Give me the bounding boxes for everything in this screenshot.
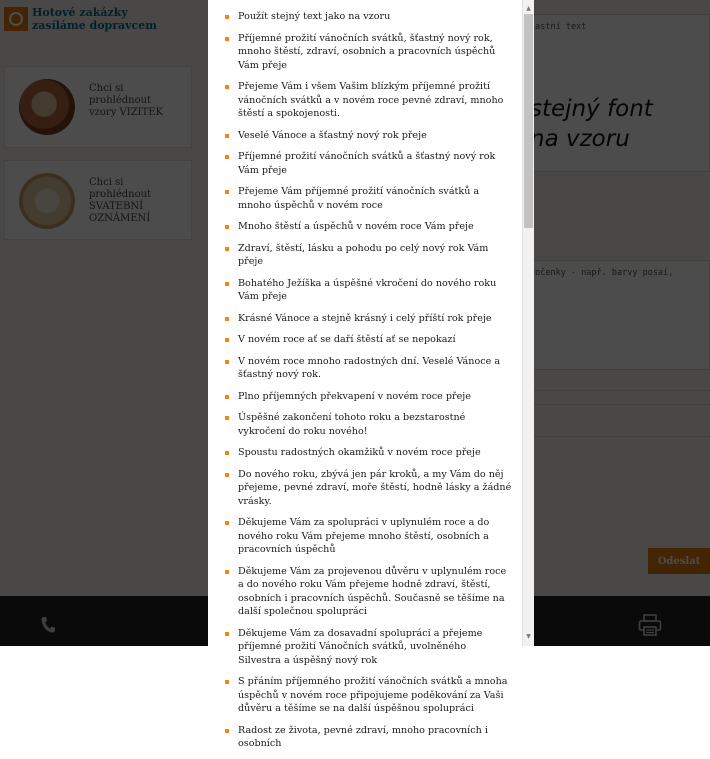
sentence-option[interactable]: Přejeme Vám i všem Vašim blízkým příjemné prožití vánočních svátků a v novém roce pevné zdraví, mnoho štěstí a spokojenosti. [208, 80, 522, 121]
sentence-option[interactable]: Plno příjemných překvapení v novém roce přeje [208, 390, 522, 404]
sentence-list-container [208, 10, 522, 759]
sentence-option[interactable]: Přejeme Vám příjemné prožití vánočních svátků a mnoho úspěchů v novém roce [208, 185, 522, 212]
sentence-option[interactable]: Krásné Vánoce a stejně krásný i celý příští rok přeje [208, 312, 522, 326]
scroll-down-arrow-icon[interactable]: ▼ [526, 632, 531, 640]
sentence-option[interactable]: Úspěšné zakončení tohoto roku a bezstarostné vykročení do roku nového! [208, 411, 522, 438]
greeting-text-modal [208, 0, 534, 749]
sentence-option[interactable]: V novém roce ať se daří štěstí ať se nepokazí [208, 333, 522, 347]
scroll-thumb[interactable] [524, 14, 533, 228]
sentence-option[interactable]: Zdraví, štěstí, lásku a pohodu po celý nový rok Vám přeje [208, 242, 522, 269]
sentence-option[interactable]: Do nového roku, zbývá jen pár kroků, a my Vám do něj přejeme, pevné zdraví, moře štěstí, hodně lásky a žádné vrásky. [208, 468, 522, 509]
modal-scrollbar[interactable] [522, 0, 534, 646]
sentence-option[interactable]: Bohatého Ježíška a úspěšné vkročení do nového roku Vám přeje [208, 277, 522, 304]
sentence-option[interactable]: Děkujeme Vám za projevenou důvěru v uplynulém roce a do nového roku Vám přejeme hodně zdraví, štěstí, osobních i pracovních úspěchů. Současně se těšíme na další společnou spolupráci [208, 565, 522, 619]
sentence-option[interactable]: Příjemné prožití vánočních svátků, šťastný nový rok, mnoho štěstí, zdraví, osobních a pracovních úspěchů Vám přeje [208, 32, 522, 73]
sentence-option[interactable]: Radost ze života, pevné zdraví, mnoho pracovních i osobních [208, 724, 522, 751]
sentence-option[interactable]: Použít stejný text jako na vzoru [208, 10, 522, 24]
sentence-option[interactable]: S přáním příjemného prožití vánočních svátků a mnoha úspěchů v novém roce připojujeme poděkování za Vaši důvěru a těšíme se na další úspěšnou spolupráci [208, 675, 522, 716]
sentence-option[interactable]: Mnoho štěstí a úspěchů v novém roce Vám přeje [208, 220, 522, 234]
sentence-list [208, 10, 522, 751]
sentence-option[interactable]: Spoustu radostných okamžiků v novém roce přeje [208, 446, 522, 460]
sentence-option[interactable]: V novém roce mnoho radostných dní. Veselé Vánoce a šťastný nový rok. [208, 355, 522, 382]
sentence-option[interactable]: Děkujeme Vám za dosavadní spolupráci a přejeme příjemné prožití Vánočních svátků, uvolněného Silvestra a úspěšný nový rok [208, 627, 522, 668]
sentence-option[interactable]: Příjemné prožití vánočních svátků a šťastný nový rok Vám přeje [208, 150, 522, 177]
sentence-option[interactable]: Děkujeme Vám za spolupráci v uplynulém roce a do nového roku Vám přejeme mnoho štěstí, osobních a pracovních úspěchů [208, 516, 522, 557]
scroll-up-arrow-icon[interactable]: ▲ [526, 4, 531, 12]
sentence-option[interactable]: Veselé Vánoce a šťastný nový rok přeje [208, 129, 522, 143]
